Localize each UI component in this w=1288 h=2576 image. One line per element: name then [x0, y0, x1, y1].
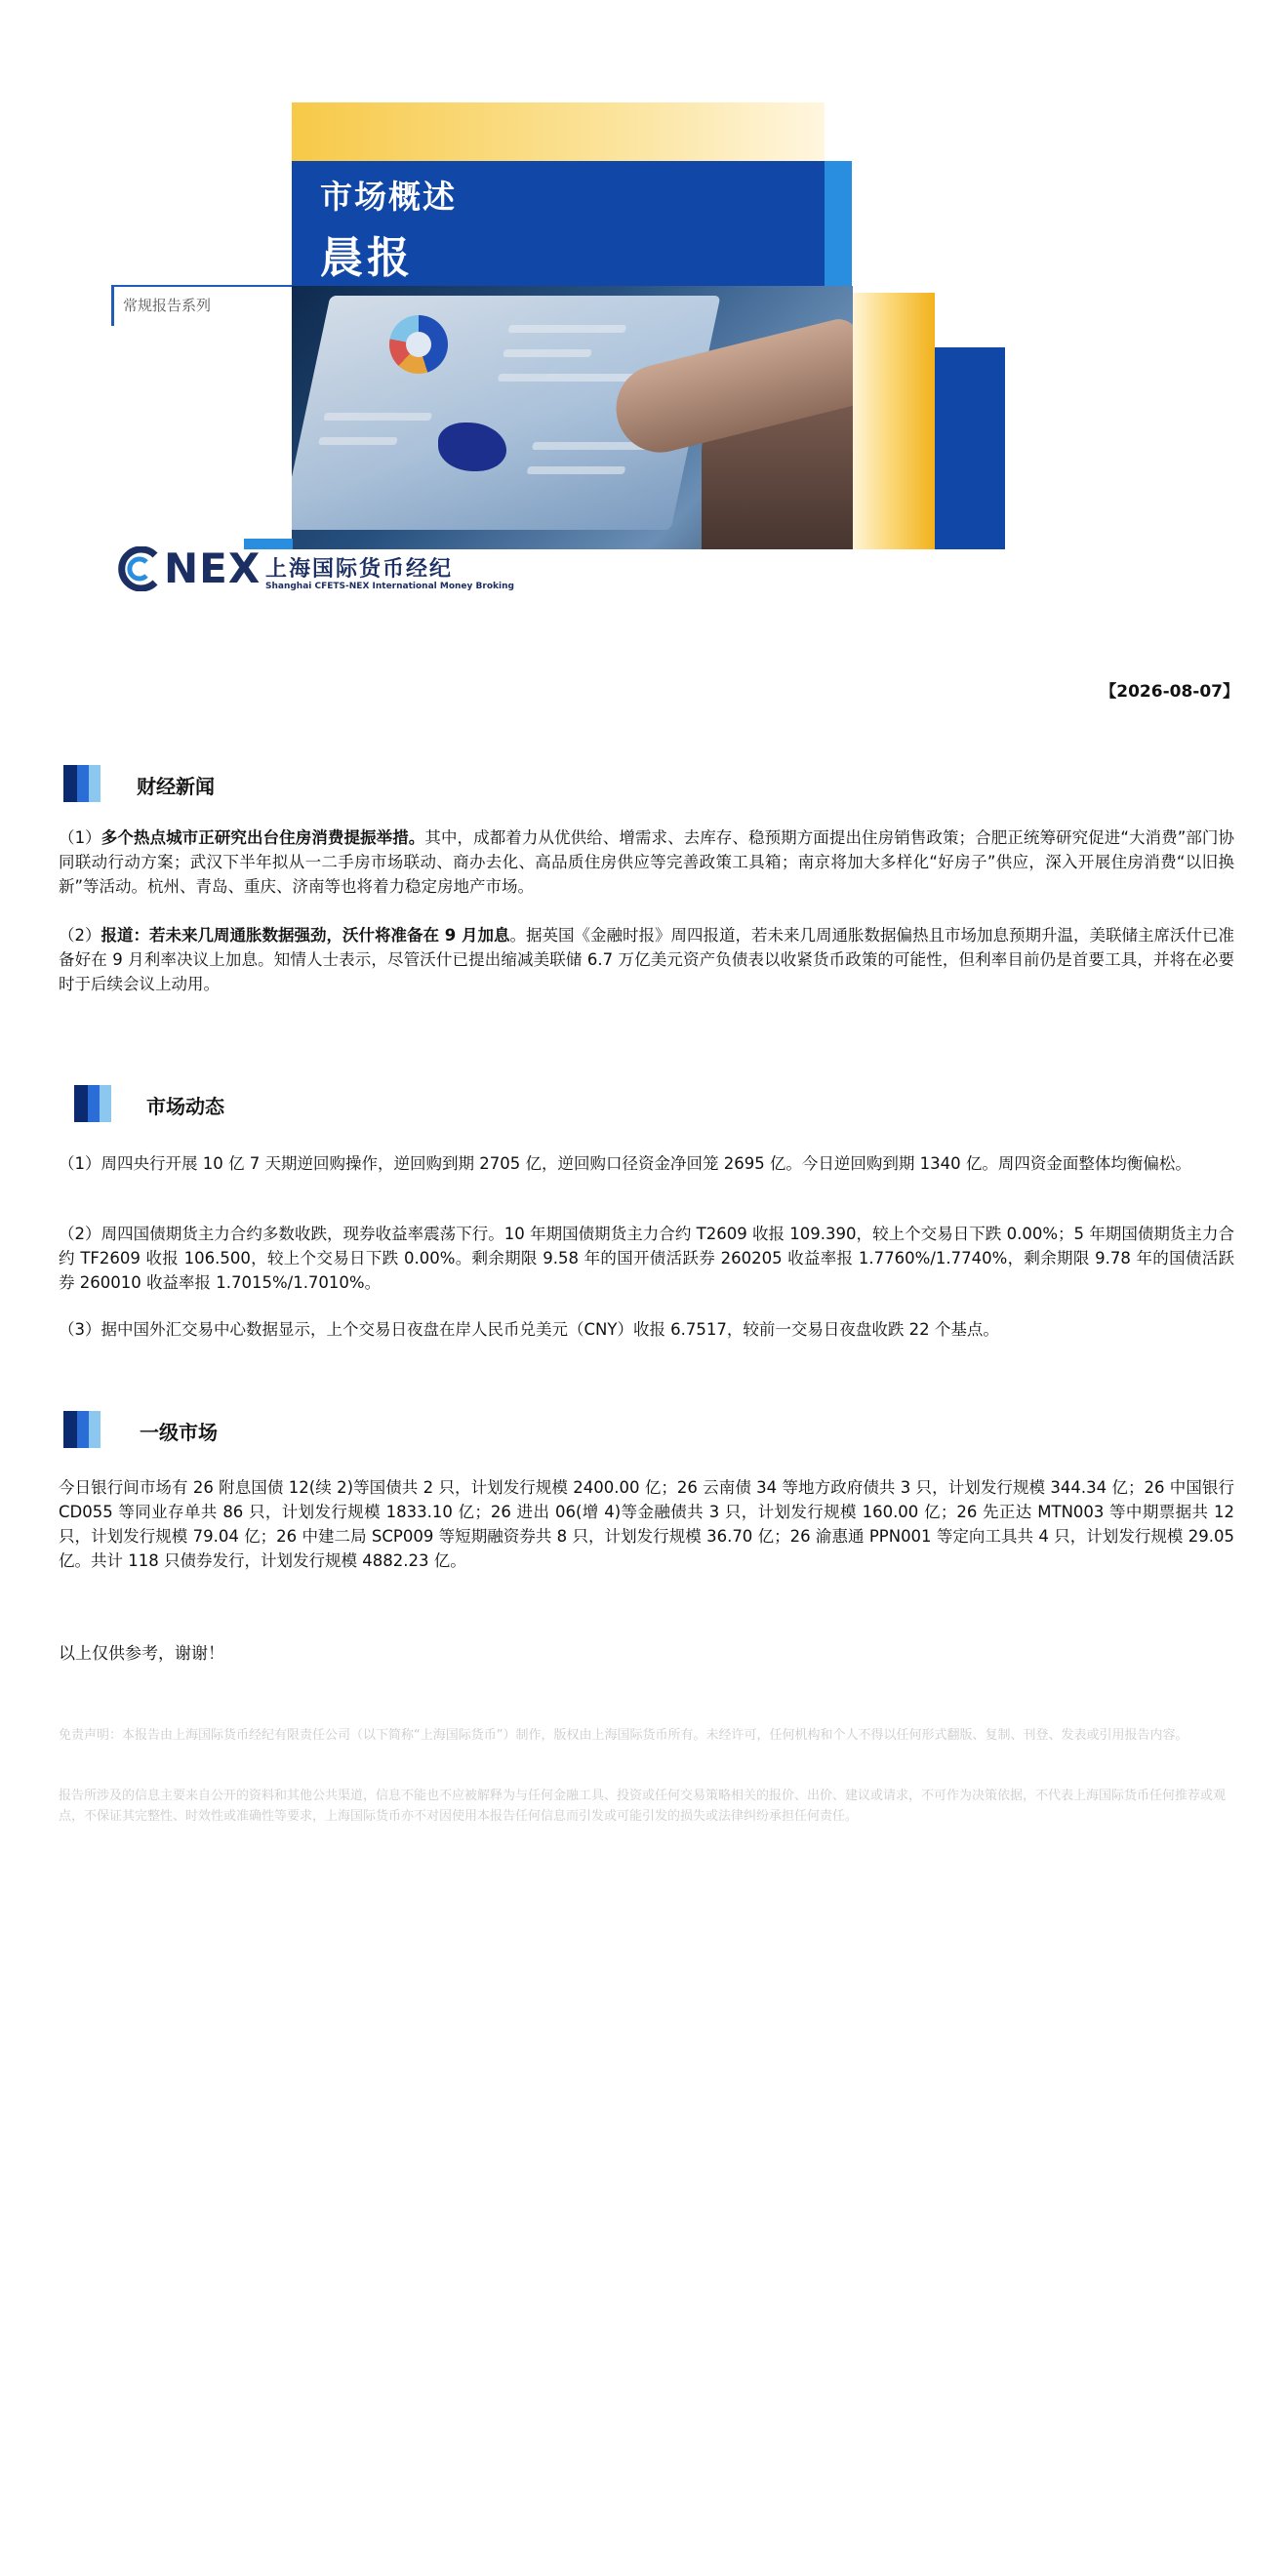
logo-company-en: Shanghai CFETS-NEX International Money Broking: [265, 582, 514, 591]
cover-blue-tab: [825, 161, 852, 286]
cover-series-marker: [111, 287, 114, 326]
cover-blue-block: [935, 347, 1005, 549]
news-item-headline: 多个热点城市正研究出台住房消费提振举措。: [101, 828, 425, 847]
photo-screen-row: [527, 466, 626, 474]
disclaimer-paragraph-2: 报告所涉及的信息主要来自公开的资料和其他公共渠道，信息不能也不应被解释为与任何金融工具、投资或任何交易策略相关的报价、出价、建议或请求，不可作为决策依据，不代表上海国际货币任何推荐或观点，不保证其完整性、时效性或准确性等要求，上海国际货币亦不对因使用本报告任何信息而引发或可能引发的损失或法律纠纷承担任何责任。: [59, 1789, 1227, 1824]
section-title-market-dynamics: 市场动态: [146, 1095, 224, 1118]
logo-company-cn: 上海国际货币经纪: [265, 557, 454, 582]
section-icon: [63, 765, 101, 802]
news-item-body: 其中，成都着力从优供给、增需求、去库存、稳预期方面提出住房销售政策；合肥正统筹研究促进“大消费”部门协同联动行动方案；武汉下半年拟从一二手房市场联动、商办去化、高品质住房供应等完善政策工具箱；南京将加大多样化“好房子”供应，深入开展住房消费“以旧换新”等活动。杭州、青岛、重庆、济南等也将着力稳定房地产市场。: [59, 828, 1235, 896]
nex-logo-icon: [117, 546, 162, 591]
market-item-3: （3）据中国外汇交易中心数据显示，上个交易日夜盘在岸人民币兑美元（CNY）收报 6.7517，较前一交易日夜盘收跌 22 个基点。: [59, 1320, 999, 1339]
photo-screen-row: [503, 349, 592, 357]
cover-series-rule: [111, 285, 292, 287]
primary-market-summary: 今日银行间市场有 26 附息国债 12(续 2)等国债共 2 只，计划发行规模 2400.00 亿；26 云南债 34 等地方政府债共 3 只，计划发行规模 344.34 亿；26 中国银行 CD055 等同业存单共 86 只，计划发行规模 1833.10 亿；26 进出 06(增 4)等金融债共 3 只，计划发行规模 160.00 亿；26 先正达 MTN003 等中期票据共 12 只，计划发行规模 79.04 亿；26 中建二局 SCP009 等短期融资券共 8 只，计划发行规模 36.70 亿；26 渝惠通 PPN001 等定向工具共 4 只，计划发行规模 29.05 亿。共计 118 只债券发行，计划发行规模 4882.23 亿。: [59, 1478, 1234, 1570]
photo-screen-row: [507, 325, 626, 333]
cover-tablet-photo: [292, 286, 853, 549]
photo-donut-chart: [389, 315, 448, 374]
disclaimer-paragraph-1: 免责声明：本报告由上海国际货币经纪有限责任公司（以下简称“上海国际货币”）制作，版权由上海国际货币所有。未经许可，任何机构和个人不得以任何形式翻版、复制、刊登、发表或引用报告内容。: [59, 1728, 1188, 1743]
section-icon: [74, 1085, 111, 1122]
logo-wordmark: NEX: [164, 544, 262, 592]
news-item-1: [59, 825, 1234, 899]
photo-screen-row: [318, 437, 398, 445]
closing-note: 以上仅供参考，谢谢！: [59, 1644, 224, 1664]
section-icon: [63, 1411, 101, 1448]
cover-gold-block: [853, 293, 935, 549]
cover-subtitle: 晨报: [320, 233, 414, 283]
market-item-2: （2）周四国债期货主力合约多数收跌，现券收益率震荡下行。10 年期国债期货主力合约 T2609 收报 109.390，较上个交易日下跌 0.00%；5 年期国债期货主力合约 TF2609 收报 106.500，较上个交易日下跌 0.00%。剩余期限 9.58 年的国开债活跃券 260205 收益率报 1.7760%/1.7740%，剩余期限 9.78 年的国债活跃券 260010 收益率报 1.7015%/1.7010%。: [59, 1225, 1234, 1292]
section-title-finance-news: 财经新闻: [137, 775, 215, 798]
news-item-body: 。据英国《金融时报》周四报道，若未来几周通胀数据偏热且市场加息预期升温，美联储主席沃什已准备好在 9 月利率决议上加息。知情人士表示，尽管沃什已提出缩减美联储 6.7 万亿美元资产负债表以收紧货币政策的可能性，但利率目前仍是首要工具，并将在必要时于后续会议上动用。: [59, 926, 1234, 993]
news-item-prefix: （1）: [59, 828, 101, 847]
cover-series-label: 常规报告系列: [123, 297, 212, 314]
report-date: 【2026-08-07】: [1100, 682, 1239, 702]
photo-screen-row: [323, 413, 432, 421]
photo-screen-row: [498, 374, 636, 382]
news-item-headline: 报道：若未来几周通胀数据强劲，沃什将准备在 9 月加息: [101, 926, 510, 945]
cover-title: 市场概述: [320, 178, 457, 216]
news-item-prefix: （2）: [59, 926, 101, 945]
cover-gold-band: [292, 102, 825, 161]
market-item-1: （1）周四央行开展 10 亿 7 天期逆回购操作，逆回购到期 2705 亿，逆回购口径资金净回笼 2695 亿。今日逆回购到期 1340 亿。周四资金面整体均衡偏松。: [59, 1154, 1191, 1173]
section-title-primary-market: 一级市场: [140, 1421, 218, 1444]
news-item-2: [59, 923, 1234, 996]
